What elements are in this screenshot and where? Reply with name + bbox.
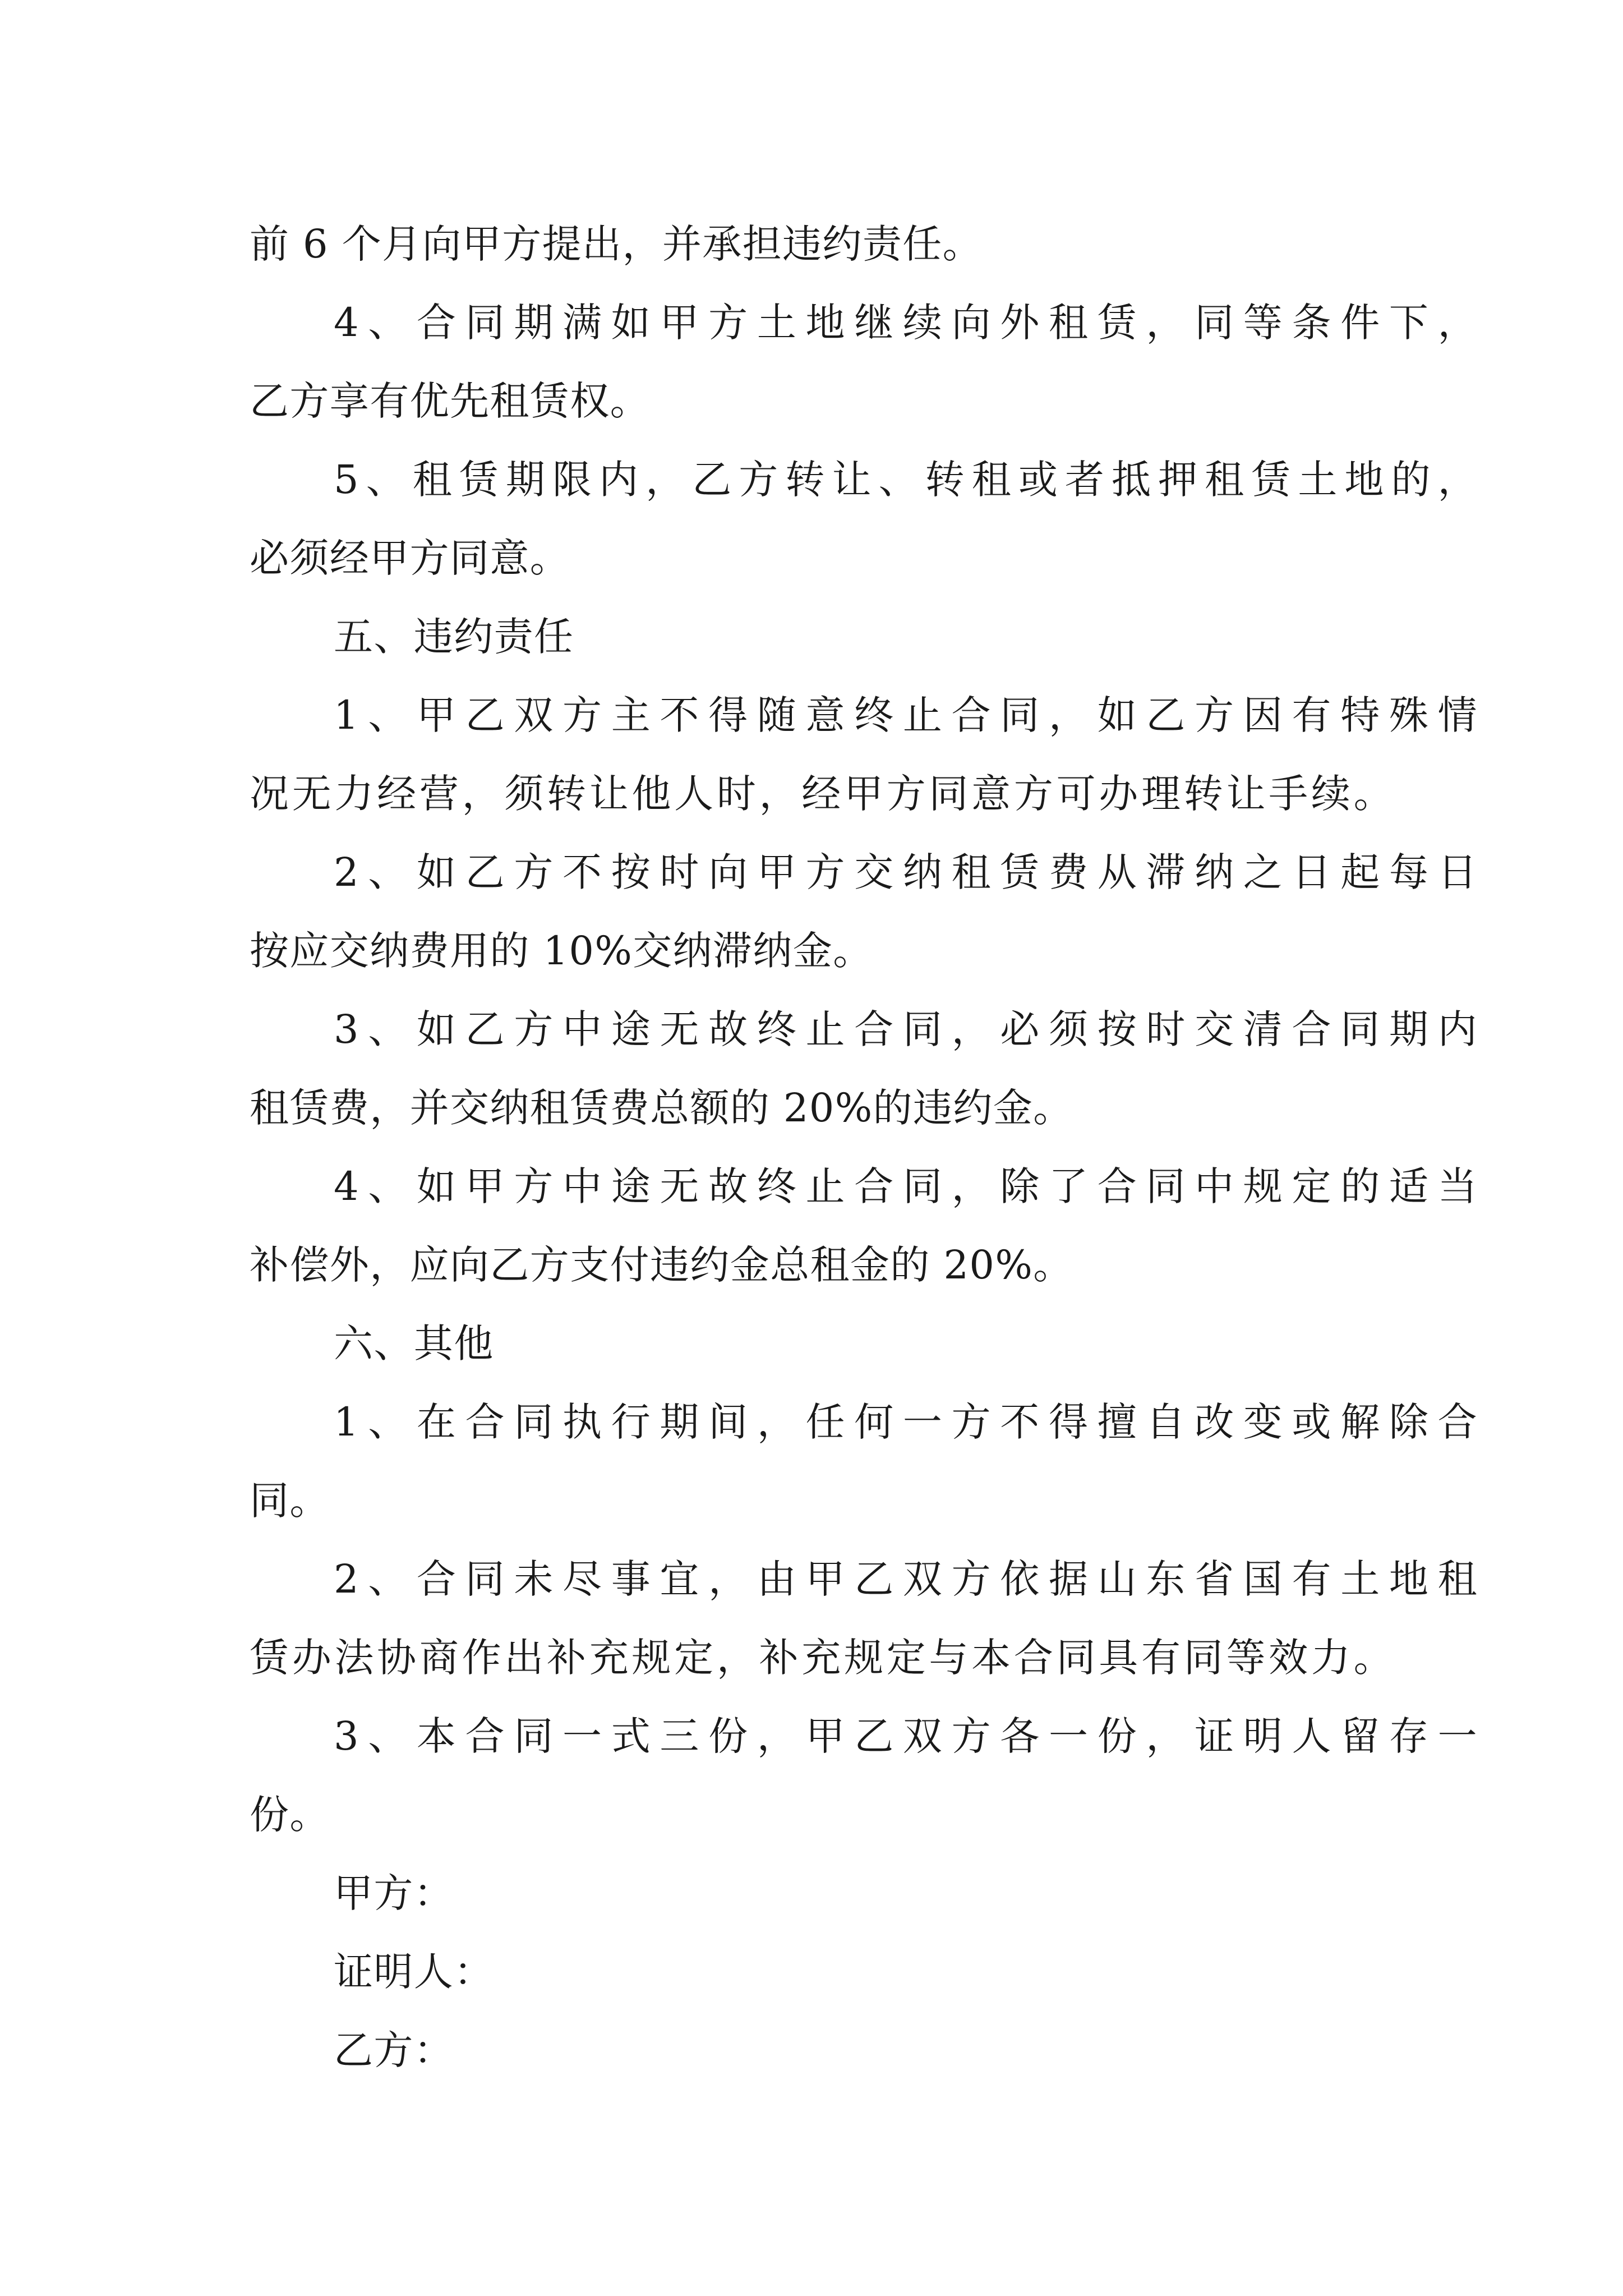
breach-clause-4-line-2: 补偿外，应向乙方支付违约金总租金的 20%。 <box>250 1242 1073 1288</box>
breach-clause-2-line-1: 2、如乙方不按时向甲方交纳租赁费从滞纳之日起每日 <box>334 849 1478 895</box>
signature-party-b: 乙方： <box>334 2027 454 2073</box>
signature-party-a: 甲方： <box>334 1870 454 1916</box>
breach-clause-3-line-2: 租赁费，并交纳租赁费总额的 20%的违约金。 <box>250 1085 1073 1131</box>
breach-clause-1-line-1: 1、甲乙双方主不得随意终止合同，如乙方因有特殊情 <box>334 692 1478 738</box>
breach-clause-1-line-2: 况无力经营，须转让他人时，经甲方同意方可办理转让手续。 <box>250 771 1394 817</box>
other-clause-1-line-2: 同。 <box>250 1478 330 1524</box>
clause-5-line-2: 必须经甲方同意。 <box>250 535 570 581</box>
signature-witness: 证明人： <box>334 1949 494 1995</box>
text-line: 前 6 个月向甲方提出，并承担违约责任。 <box>250 221 983 267</box>
other-clause-1-line-1: 1、在合同执行期间，任何一方不得擅自改变或解除合 <box>334 1399 1478 1445</box>
other-clause-3-line-1: 3、本合同一式三份，甲乙双方各一份，证明人留存一 <box>334 1713 1478 1759</box>
breach-clause-3-line-1: 3、如乙方中途无故终止合同，必须按时交清合同期内 <box>334 1006 1478 1052</box>
clause-4-line-2: 乙方享有优先租赁权。 <box>250 378 650 424</box>
other-clause-2-line-2: 赁办法协商作出补充规定，补充规定与本合同具有同等效力。 <box>250 1635 1394 1681</box>
other-clause-3-line-2: 份。 <box>250 1792 330 1838</box>
contract-body <box>250 205 1478 2090</box>
section-heading-other: 六、其他 <box>334 1320 494 1366</box>
clause-4-line-1: 4、合同期满如甲方土地继续向外租赁，同等条件下， <box>334 300 1478 346</box>
breach-clause-4-line-1: 4、如甲方中途无故终止合同，除了合同中规定的适当 <box>334 1163 1478 1209</box>
other-clause-2-line-1: 2、合同未尽事宜，由甲乙双方依据山东省国有土地租 <box>334 1556 1478 1602</box>
breach-clause-2-line-2: 按应交纳费用的 10%交纳滞纳金。 <box>250 928 873 974</box>
clause-5-line-1: 5、租赁期限内，乙方转让、转租或者抵押租赁土地的， <box>334 457 1478 503</box>
section-heading-breach: 五、违约责任 <box>334 614 574 660</box>
